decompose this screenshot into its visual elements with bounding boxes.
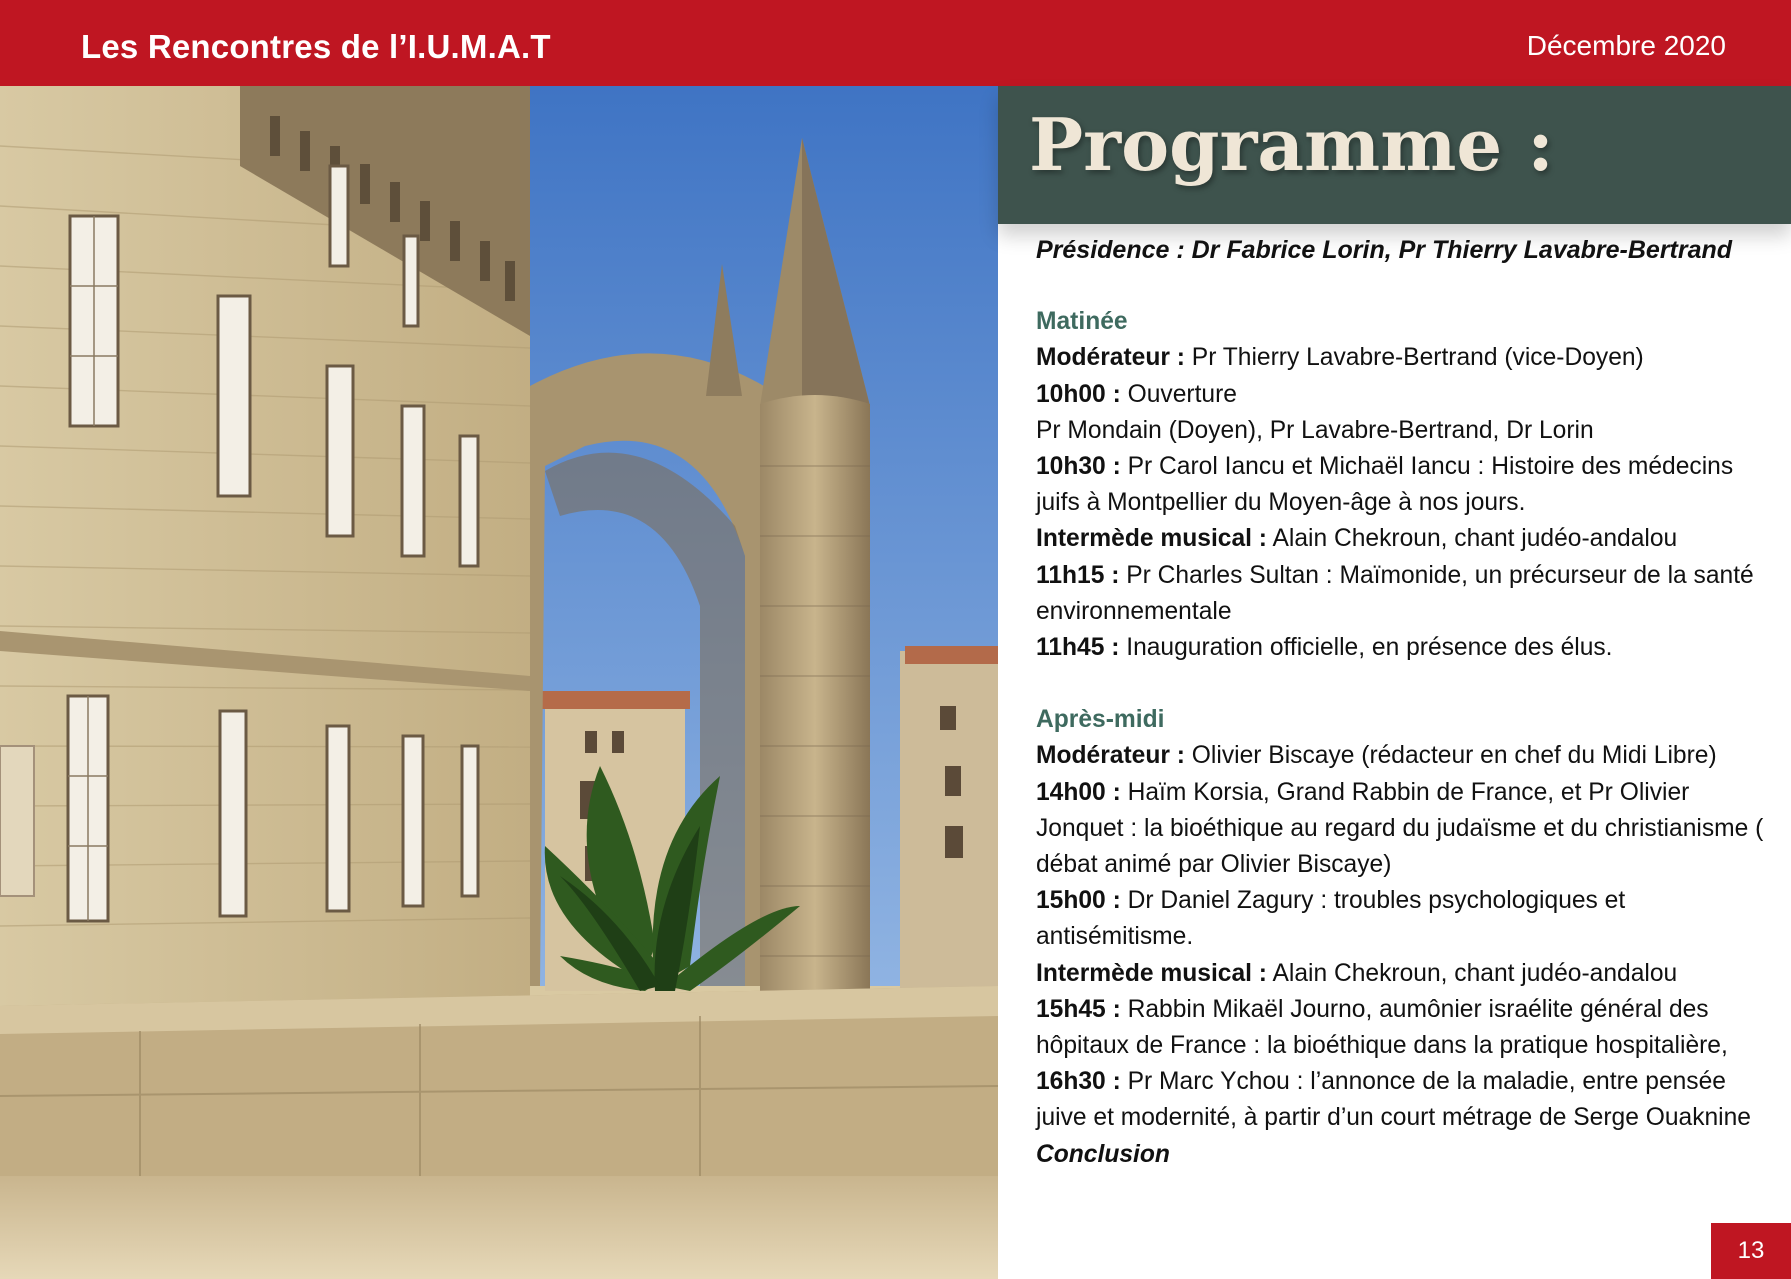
presidence-line: Présidence : Dr Fabrice Lorin, Pr Thierry Lavabre-Bertrand: [1036, 236, 1733, 264]
programme-heading-band: [998, 86, 1791, 224]
programme-content: [1036, 232, 1766, 1173]
programme-heading: Programme :: [1029, 102, 1554, 187]
section-spacer: [1036, 666, 1766, 702]
building-photo: [0, 86, 998, 1279]
programme-item: 11h45 : Inauguration officielle, en présence des élus.: [1036, 634, 1613, 662]
afternoon-section-title: Après-midi: [1036, 706, 1165, 734]
programme-item: 15h00 : Dr Daniel Zagury : troubles psychologiques et antisémitisme.: [1036, 887, 1626, 951]
programme-item: Modérateur : Olivier Biscaye (rédacteur en chef du Midi Libre): [1036, 742, 1717, 770]
document-date: Décembre 2020: [1526, 30, 1726, 61]
programme-item: 11h15 : Pr Charles Sultan : Maïmonide, un précurseur de la santé environnementale: [1036, 561, 1754, 625]
programme-item: Intermède musical : Alain Chekroun, chant judéo-andalou: [1036, 959, 1678, 987]
page-number: 13: [1711, 1223, 1791, 1279]
programme-item: 16h30 : Pr Marc Ychou : l’annonce de la maladie, entre pensée juive et modernité, à partir d’un court métrage de Serge Ouaknine: [1036, 1068, 1751, 1132]
programme-item: 10h00 : Ouverture: [1036, 380, 1237, 408]
header-bar: [0, 0, 1791, 86]
programme-item: Pr Mondain (Doyen), Pr Lavabre-Bertrand, Dr Lorin: [1036, 416, 1594, 444]
programme-item: 15h45 : Rabbin Mikaël Journo, aumônier israélite général des hôpitaux de France : la bioéthique dans la pratique hospitalière,: [1036, 995, 1728, 1060]
conclusion-line: Conclusion: [1036, 1140, 1170, 1168]
programme-item: 14h00 : Haïm Korsia, Grand Rabbin de France, et Pr Olivier Jonquet : la bioéthique au regard du judaïsme et du christianisme ( débat animé par Olivier Biscaye): [1036, 778, 1764, 879]
photo-illustration: [0, 86, 998, 1279]
morning-section-title: Matinée: [1036, 308, 1128, 336]
programme-item: Modérateur : Pr Thierry Lavabre-Bertrand (vice-Doyen): [1036, 344, 1644, 372]
programme-item: Intermède musical : Alain Chekroun, chant judéo-andalou: [1036, 525, 1678, 553]
programme-item: 10h30 : Pr Carol Iancu et Michaël Iancu : Histoire des médecins juifs à Montpellier du Moyen-âge à nos jours.: [1036, 453, 1734, 517]
document-title: Les Rencontres de l’I.U.M.A.T: [81, 28, 551, 65]
